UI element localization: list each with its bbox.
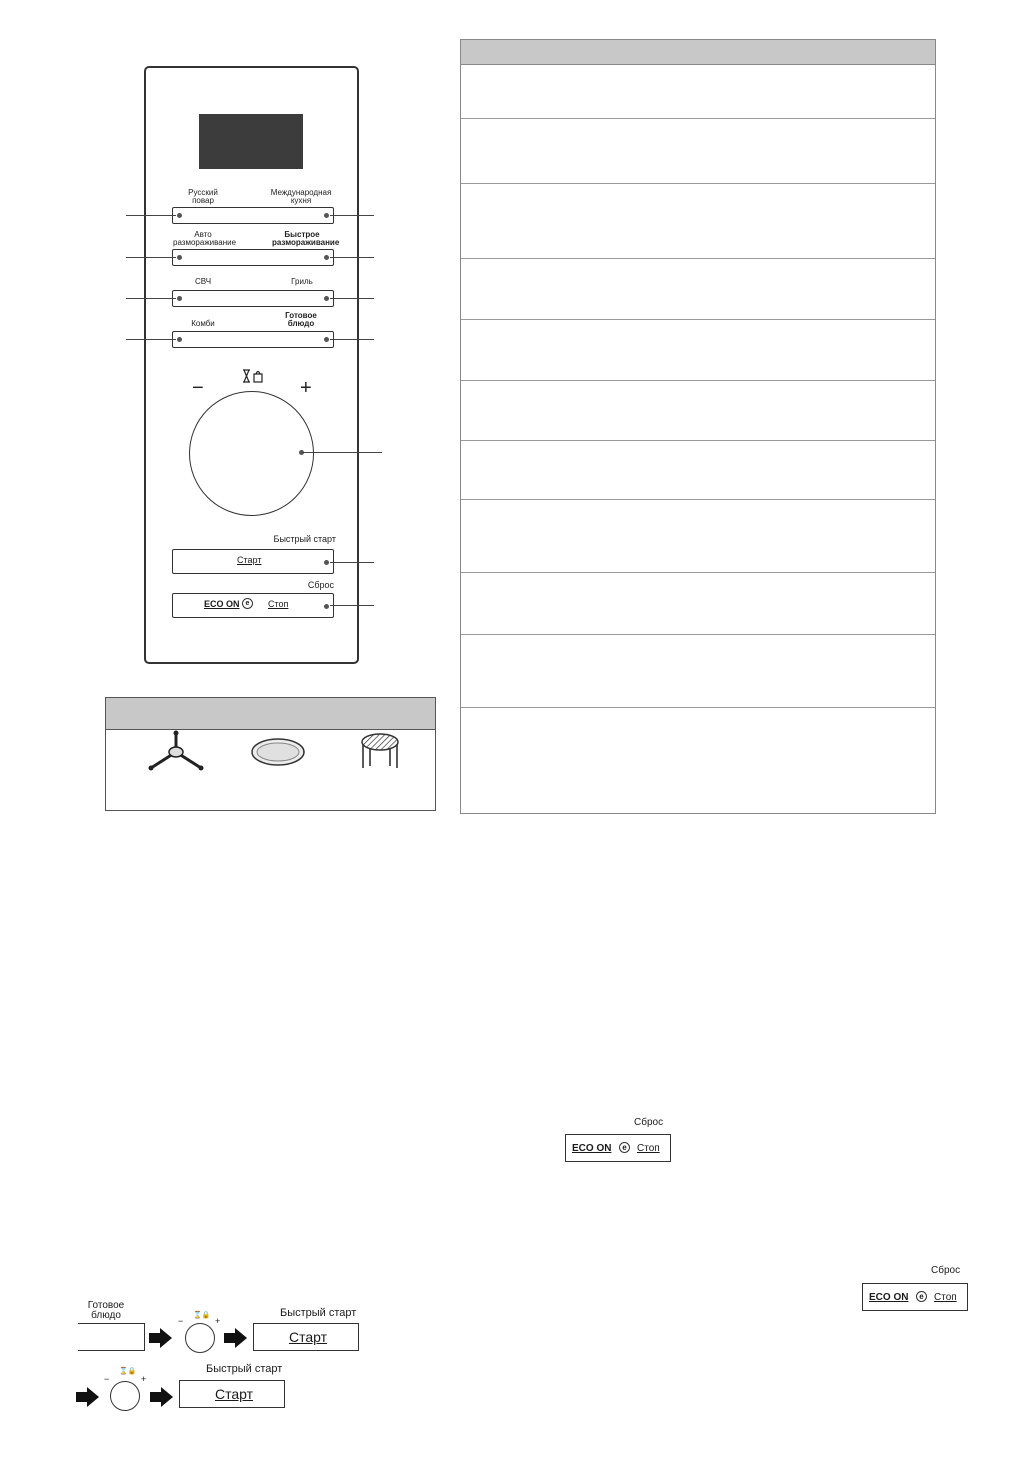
start-label: Старт [289,1329,328,1345]
callout-line [126,298,176,299]
callout-line [330,339,374,340]
timer-weight-icon: ⌛🔒 [193,1312,211,1319]
quick-start-label: Быстрый старт [273,534,336,544]
defrost-button-row[interactable] [172,249,334,266]
russian-chef-label: Русский повар [188,188,218,205]
microwave-label: СВЧ [194,277,212,286]
feature-table-header [461,40,935,65]
indicator-dot [324,213,329,218]
grill-label: Гриль [291,277,313,286]
intl-cuisine-label: Международная кухня [270,188,332,205]
minus-sign: − [104,1374,110,1384]
indicator-dot [324,604,329,609]
glass-tray-icon [250,737,306,767]
eco-icon: e [619,1142,630,1153]
reset-label: Сброс [931,1265,961,1276]
table-row [461,634,935,635]
russian-chef-intl-cuisine-button-row[interactable] [172,207,334,224]
indicator-dot [177,255,182,260]
start-label: Старт [215,1386,254,1402]
eco-on-label: ECO ON [204,599,240,609]
minus-sign: − [192,377,204,399]
ready-dish-label: Готовое блюдо [285,311,317,328]
table-row [461,183,935,184]
stop-button[interactable] [862,1283,968,1311]
eco-icon: e [916,1291,927,1302]
grill-rack-icon [355,730,405,772]
quick-defrost-label: Быстрое размораживание [272,230,340,247]
eco-on-label: ECO ON [572,1143,612,1154]
accessories-header [106,698,435,730]
callout-line [330,215,374,216]
callout-line [126,215,176,216]
stop-label: Стоп [268,599,289,609]
table-row [461,380,935,381]
callout-line [330,562,374,563]
indicator-dot [177,213,182,218]
stop-label: Стоп [637,1143,660,1154]
start-button[interactable] [172,549,334,574]
plus-sign: + [141,1374,147,1384]
control-knob[interactable] [189,391,314,516]
start-label: Старт [237,555,262,565]
indicator-dot [324,255,329,260]
quick-start-label: Быстрый старт [280,1307,357,1319]
microwave-grill-button-row[interactable] [172,290,334,307]
start-button[interactable] [253,1323,359,1351]
table-row [461,118,935,119]
callout-line [126,339,176,340]
indicator-dot [324,560,329,565]
callout-line [330,257,374,258]
ready-dish-label: Готовое блюдо [87,1300,125,1321]
ready-dish-button[interactable] [78,1323,145,1351]
display-screen [199,114,303,169]
reset-label: Сброс [634,1117,664,1128]
timer-weight-icon [242,369,264,383]
feature-table [460,39,936,814]
control-knob[interactable] [110,1381,140,1411]
control-knob[interactable] [185,1323,215,1353]
stop-button[interactable] [172,593,334,618]
callout-line [330,605,374,606]
roller-ring-icon [146,730,206,775]
combi-ready-dish-button-row[interactable] [172,331,334,348]
indicator-dot [177,337,182,342]
callout-line [302,452,382,453]
indicator-dot [324,296,329,301]
indicator-dot [324,337,329,342]
table-row [461,319,935,320]
stop-button[interactable] [565,1134,671,1162]
reset-label: Сброс [307,580,334,590]
callout-line [126,257,176,258]
timer-weight-icon: ⌛🔒 [119,1368,137,1375]
callout-line [330,298,374,299]
stop-label: Стоп [934,1292,957,1303]
table-row [461,440,935,441]
indicator-dot [177,296,182,301]
minus-sign: − [178,1316,184,1326]
table-row [461,258,935,259]
combi-label: Комби [191,319,215,328]
table-row [461,499,935,500]
quick-start-label: Быстрый старт [206,1363,283,1375]
plus-sign: + [215,1316,221,1326]
eco-icon: e [242,598,253,609]
auto-defrost-label: Авто размораживание [173,230,237,247]
start-button[interactable] [179,1380,285,1408]
plus-sign: + [300,377,312,399]
table-row [461,572,935,573]
table-row [461,707,935,708]
eco-on-label: ECO ON [869,1292,909,1303]
